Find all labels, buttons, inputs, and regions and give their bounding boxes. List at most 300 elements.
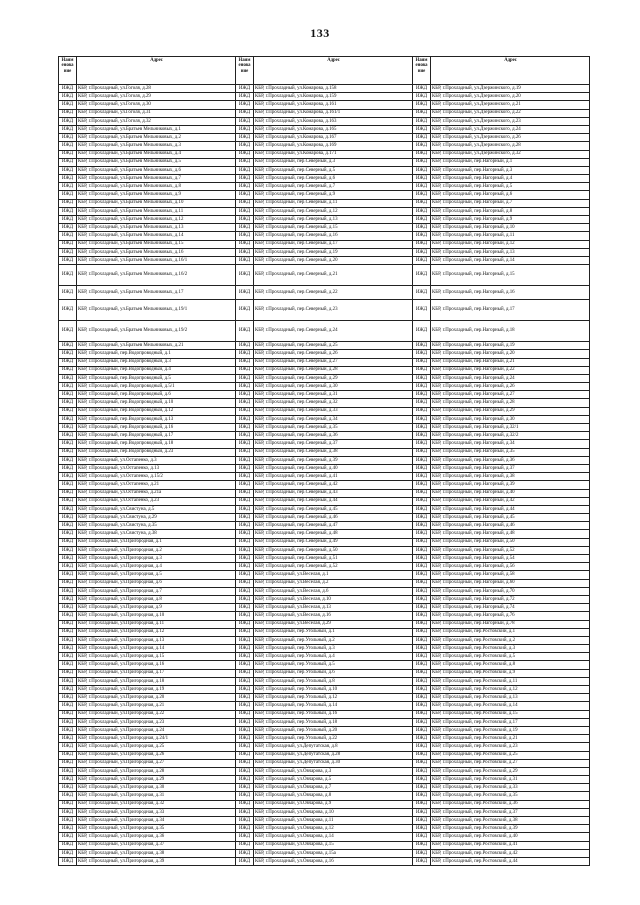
table-cell-type: ИЖД — [413, 481, 431, 489]
table-cell-type: ИЖД — [413, 776, 431, 784]
table-cell-type: ИЖД — [59, 833, 77, 841]
table-cell-type: ИЖД — [59, 216, 77, 224]
table-cell-type: ИЖД — [236, 407, 254, 415]
table-cell-address: КБР, г.Прохладный, пер.Угольный, д.10 — [254, 686, 413, 694]
table-cell-type: ИЖД — [59, 612, 77, 620]
table-cell-type: ИЖД — [59, 256, 77, 264]
table-cell-address: КБР, г.Прохладный, пер.Северный, д.41 — [254, 473, 413, 481]
table-cell-type: ИЖД — [236, 109, 254, 117]
table-cell-address: КБР, г.Прохладный, ул.Пригородная, д.21 — [77, 702, 236, 710]
table-cell-type: ИЖД — [59, 150, 77, 158]
table-cell-address: КБР, г.Прохладный, ул.Пригородная, д.14 — [77, 645, 236, 653]
table-cell-address: КБР, г.Прохладный, ул.Братьев Мельниковых, д.5 — [77, 158, 236, 166]
table-cell-type: ИЖД — [59, 407, 77, 415]
table-cell-address: КБР, г.Прохладный, пер.Северный, д.12 — [254, 207, 413, 215]
table-cell-address: КБР, г.Прохладный, пер.Ростовский, д.25 — [431, 751, 590, 759]
table-cell-address: КБР, г.Прохладный, ул.Остапенко, д.3 — [77, 456, 236, 464]
table-row — [59, 366, 590, 374]
table-cell-address: КБР, г.Прохладный, пер.Ростовский, д.37 — [431, 808, 590, 816]
table-cell-type: ИЖД — [413, 265, 431, 286]
table-cell-type: ИЖД — [236, 464, 254, 472]
table-cell-address: КБР, г.Прохладный, пер.Угольный, д.20 — [254, 726, 413, 734]
table-cell-type: ИЖД — [59, 514, 77, 522]
table-cell-type: ИЖД — [59, 669, 77, 677]
table-cell-address: КБР, г.Прохладный, пер.Нагорный, д.7 — [431, 199, 590, 207]
table-cell-address: КБР, г.Прохладный, пер.Угольный, д.8 — [254, 677, 413, 685]
table-cell-address: КБР, г.Прохладный, пер.Северный, д.46 — [254, 514, 413, 522]
table-cell-type: ИЖД — [413, 538, 431, 546]
table-cell-address: КБР, г.Прохладный, пер.Нагорный, д.48 — [431, 530, 590, 538]
table-cell-type: ИЖД — [59, 653, 77, 661]
table-cell-type: ИЖД — [59, 751, 77, 759]
table-cell-address: КБР, г.Прохладный, пер.Ростовский, д.14 — [431, 702, 590, 710]
table-cell-type: ИЖД — [413, 767, 431, 775]
table-cell-type: ИЖД — [413, 456, 431, 464]
table-cell-address: КБР, г.Прохладный, пер.Нагорный, д.58 — [431, 571, 590, 579]
table-cell-address: КБР, г.Прохладный, ул.Дзержинского, д.21 — [431, 101, 590, 109]
table-cell-type: ИЖД — [236, 849, 254, 857]
table-cell-address: КБР, г.Прохладный, ул.Пригородная, д.6 — [77, 579, 236, 587]
header-name: Наим енова ние — [236, 57, 254, 85]
table-cell-type: ИЖД — [413, 415, 431, 423]
table-cell-type: ИЖД — [236, 620, 254, 628]
table-row — [59, 759, 590, 767]
table-cell-address: КБР, г.Прохладный, пер.Ростовский, д.8 — [431, 661, 590, 669]
table-cell-type: ИЖД — [59, 166, 77, 174]
table-cell-address: КБР, г.Прохладный, ул.Гоголя, д.31 — [77, 109, 236, 117]
table-row — [59, 694, 590, 702]
table-cell-type: ИЖД — [59, 207, 77, 215]
table-row — [59, 216, 590, 224]
table-cell-address: КБР, г.Прохладный, пер.Северный, д.29 — [254, 374, 413, 382]
table-cell-type: ИЖД — [236, 604, 254, 612]
table-row — [59, 661, 590, 669]
table-cell-address: КБР, г.Прохладный, пер.Северный, д.44 — [254, 497, 413, 505]
table-cell-address: КБР, г.Прохладный, пер.Нагорный, д.5 — [431, 183, 590, 191]
table-cell-address: КБР, г.Прохладный, пер.Ростовский, д.39 — [431, 825, 590, 833]
table-cell-address: КБР, г.Прохладный, пер.Ростовский, д.21 — [431, 735, 590, 743]
table-cell-address: КБР, г.Прохладный, пер.Угольный, д.2 — [254, 636, 413, 644]
table-cell-address: КБР, г.Прохладный, ул.Гоголя, д.30 — [77, 101, 236, 109]
table-cell-address: КБР, г.Прохладный, пер.Нагорный, д.3 — [431, 166, 590, 174]
table-cell-type: ИЖД — [413, 735, 431, 743]
table-cell-address: КБР, г.Прохладный, пер.Ростовский, д.5 — [431, 653, 590, 661]
table-cell-type: ИЖД — [59, 571, 77, 579]
table-cell-type: ИЖД — [413, 710, 431, 718]
table-row — [59, 808, 590, 816]
table-cell-type: ИЖД — [236, 191, 254, 199]
table-row — [59, 669, 590, 677]
table-cell-type: ИЖД — [236, 399, 254, 407]
table-cell-type: ИЖД — [236, 857, 254, 865]
table-cell-address: КБР, г.Прохладный, пер.Нагорный, д.9 — [431, 216, 590, 224]
table-cell-address: КБР, г.Прохладный, пер.Северный, д.34 — [254, 415, 413, 423]
table-cell-type: ИЖД — [236, 767, 254, 775]
table-cell-type: ИЖД — [236, 342, 254, 350]
table-cell-type: ИЖД — [59, 661, 77, 669]
table-row — [59, 718, 590, 726]
table-cell-type: ИЖД — [413, 199, 431, 207]
table-row — [59, 448, 590, 456]
table-cell-address: КБР, г.Прохладный, ул.Пригородная, д.28 — [77, 767, 236, 775]
table-cell-type: ИЖД — [59, 464, 77, 472]
table-row — [59, 817, 590, 825]
table-cell-address: КБР, г.Прохладный, пер.Северный, д.17 — [254, 240, 413, 248]
table-cell-address: КБР, г.Прохладный, пер.Нагорный, д.56 — [431, 563, 590, 571]
table-cell-type: ИЖД — [413, 636, 431, 644]
table-row — [59, 555, 590, 563]
table-cell-address: КБР, г.Прохладный, ул.Братьев Мельниковых, д.9 — [77, 191, 236, 199]
table-row — [59, 342, 590, 350]
table-row — [59, 710, 590, 718]
table-cell-address: КБР, г.Прохладный, пер.Нагорный, д.13 — [431, 248, 590, 256]
table-cell-type: ИЖД — [236, 489, 254, 497]
table-row — [59, 85, 590, 93]
table-row — [59, 300, 590, 321]
table-cell-type: ИЖД — [413, 166, 431, 174]
table-cell-address: КБР, г.Прохладный, пер.Ростовский, д.44 — [431, 857, 590, 865]
table-cell-type: ИЖД — [59, 142, 77, 150]
table-cell-type: ИЖД — [413, 546, 431, 554]
table-cell-address: КБР, г.Прохладный, пер.Нагорный, д.38 — [431, 473, 590, 481]
table-cell-type: ИЖД — [413, 677, 431, 685]
header-name: Наим енова ние — [59, 57, 77, 85]
table-cell-address: КБР, г.Прохладный, ул.Овчарова, д.9 — [254, 800, 413, 808]
table-cell-type: ИЖД — [413, 473, 431, 481]
table-cell-type: ИЖД — [236, 383, 254, 391]
table-cell-address: КБР, г.Прохладный, ул.Дзержинского, д.22 — [431, 109, 590, 117]
table-cell-address: КБР, г.Прохладный, ул.Пригородная, д.13 — [77, 636, 236, 644]
table-row — [59, 833, 590, 841]
table-cell-address: КБР, г.Прохладный, ул.Овчарова, д.8 — [254, 792, 413, 800]
table-cell-type: ИЖД — [59, 481, 77, 489]
table-cell-type: ИЖД — [59, 424, 77, 432]
table-cell-type: ИЖД — [236, 175, 254, 183]
table-cell-address: КБР, г.Прохладный, пер.Северный, д.7 — [254, 183, 413, 191]
table-cell-type: ИЖД — [236, 358, 254, 366]
table-cell-address: КБР, г.Прохладный, пер.Ростовский, д.36 — [431, 800, 590, 808]
table-cell-address: КБР, г.Прохладный, пер.Нагорный, д.21 — [431, 358, 590, 366]
table-cell-address: КБР, г.Прохладный, пер.Нагорный, д.1 — [431, 158, 590, 166]
table-cell-type: ИЖД — [236, 538, 254, 546]
table-cell-address: КБР, г.Прохладный, пер.Нагорный, д.29 — [431, 407, 590, 415]
table-cell-type: ИЖД — [236, 350, 254, 358]
table-cell-address: КБР, г.Прохладный, пер.Северный, д.27 — [254, 358, 413, 366]
table-cell-address: КБР, г.Прохладный, ул.Братьев Мельниковых, д.16/2 — [77, 265, 236, 286]
table-cell-type: ИЖД — [59, 383, 77, 391]
table-cell-type: ИЖД — [413, 432, 431, 440]
table-row — [59, 440, 590, 448]
table-cell-type: ИЖД — [236, 514, 254, 522]
table-cell-type: ИЖД — [59, 579, 77, 587]
table-cell-address: КБР, г.Прохладный, пер.Водопроводный, д.5 — [77, 374, 236, 382]
table-cell-address: КБР, г.Прохладный, пер.Ростовский, д.29 — [431, 767, 590, 775]
table-cell-type: ИЖД — [413, 391, 431, 399]
table-row — [59, 391, 590, 399]
table-cell-address: КБР, г.Прохладный, пер.Угольный, д.6 — [254, 669, 413, 677]
table-cell-address: КБР, г.Прохладный, пер.Нагорный, д.78 — [431, 620, 590, 628]
table-cell-type: ИЖД — [236, 216, 254, 224]
table-cell-address: КБР, г.Прохладный, ул.Братьев Мельниковых, д.16/1 — [77, 256, 236, 264]
table-cell-type: ИЖД — [236, 735, 254, 743]
table-row — [59, 849, 590, 857]
table-cell-type: ИЖД — [413, 726, 431, 734]
table-cell-address: КБР, г.Прохладный, ул.Комарова, д.161/1 — [254, 109, 413, 117]
table-row — [59, 473, 590, 481]
table-cell-type: ИЖД — [59, 784, 77, 792]
table-cell-address: КБР, г.Прохладный, пер.Нагорный, д.28 — [431, 399, 590, 407]
table-row — [59, 505, 590, 513]
table-row — [59, 489, 590, 497]
table-cell-type: ИЖД — [413, 669, 431, 677]
table-cell-address: КБР, г.Прохладный, ул.Веселая, д.13 — [254, 604, 413, 612]
table-cell-address: КБР, г.Прохладный, пер.Водопроводный, д.17 — [77, 432, 236, 440]
table-row — [59, 743, 590, 751]
table-cell-address: КБР, г.Прохладный, пер.Северный, д.35 — [254, 424, 413, 432]
table-cell-address: КБР, г.Прохладный, пер.Северный, д.47 — [254, 522, 413, 530]
table-cell-type: ИЖД — [59, 473, 77, 481]
table-cell-address: КБР, г.Прохладный, ул.Веселая, д.6 — [254, 587, 413, 595]
table-cell-address: КБР, г.Прохладный, ул.Овчарова, д.15 — [254, 841, 413, 849]
table-cell-address: КБР, г.Прохладный, пер.Нагорный, д.4 — [431, 175, 590, 183]
table-cell-type: ИЖД — [236, 321, 254, 342]
table-cell-type: ИЖД — [413, 248, 431, 256]
table-row — [59, 579, 590, 587]
table-cell-address: КБР, г.Прохладный, ул.Дзержинского, д.26 — [431, 134, 590, 142]
table-cell-type: ИЖД — [236, 505, 254, 513]
table-cell-address: КБР, г.Прохладный, пер.Нагорный, д.44 — [431, 505, 590, 513]
table-cell-type: ИЖД — [413, 383, 431, 391]
table-cell-address: КБР, г.Прохладный, ул.Депутатская, д.28 — [254, 751, 413, 759]
table-cell-type: ИЖД — [413, 808, 431, 816]
table-row — [59, 628, 590, 636]
table-cell-address: КБР, г.Прохладный, пер.Нагорный, д.14 — [431, 256, 590, 264]
table-cell-address: КБР, г.Прохладный, пер.Ростовский, д.15 — [431, 710, 590, 718]
table-cell-address: КБР, г.Прохладный, пер.Северный, д.26 — [254, 350, 413, 358]
table-row — [59, 514, 590, 522]
table-cell-address: КБР, г.Прохладный, пер.Нагорный, д.17 — [431, 300, 590, 321]
table-row — [59, 224, 590, 232]
table-cell-address: КБР, г.Прохладный, ул.Овчарова, д.7 — [254, 784, 413, 792]
table-cell-address: КБР, г.Прохладный, ул.Пригородная, д.9 — [77, 604, 236, 612]
table-cell-type: ИЖД — [59, 743, 77, 751]
table-cell-type: ИЖД — [59, 158, 77, 166]
table-cell-address: КБР, г.Прохладный, ул.Комарова, д.161 — [254, 101, 413, 109]
table-cell-type: ИЖД — [236, 702, 254, 710]
table-cell-address: КБР, г.Прохладный, ул.Овчарова, д.3 — [254, 767, 413, 775]
table-cell-type: ИЖД — [236, 669, 254, 677]
table-cell-type: ИЖД — [413, 216, 431, 224]
table-cell-type: ИЖД — [59, 497, 77, 505]
table-cell-address: КБР, г.Прохладный, ул.Братьев Мельниковых, д.12 — [77, 216, 236, 224]
table-cell-address: КБР, г.Прохладный, пер.Нагорный, д.72 — [431, 595, 590, 603]
table-cell-address: КБР, г.Прохладный, пер.Водопроводный, д.1 — [77, 350, 236, 358]
table-cell-address: КБР, г.Прохладный, ул.Овчарова, д.16 — [254, 857, 413, 865]
table-cell-address: КБР, г.Прохладный, пер.Угольный, д.3 — [254, 645, 413, 653]
table-cell-address: КБР, г.Прохладный, пер.Нагорный, д.74 — [431, 604, 590, 612]
table-cell-address: КБР, г.Прохладный, пер.Нагорный, д.35 — [431, 448, 590, 456]
table-cell-address: КБР, г.Прохладный, пер.Северный, д.9 — [254, 191, 413, 199]
table-cell-type: ИЖД — [236, 248, 254, 256]
table-cell-type: ИЖД — [413, 366, 431, 374]
table-row — [59, 563, 590, 571]
table-cell-type: ИЖД — [236, 751, 254, 759]
table-cell-address: КБР, г.Прохладный, ул.Веселая, д.10 — [254, 595, 413, 603]
table-cell-address: КБР, г.Прохладный, ул.Свистуна, д.35 — [77, 522, 236, 530]
table-cell-address: КБР, г.Прохладный, пер.Нагорный, д.22 — [431, 366, 590, 374]
table-cell-address: КБР, г.Прохладный, пер.Водопроводный, д.12 — [77, 407, 236, 415]
table-cell-type: ИЖД — [236, 636, 254, 644]
table-cell-address: КБР, г.Прохладный, ул.Пригородная, д.26 — [77, 751, 236, 759]
table-cell-type: ИЖД — [59, 109, 77, 117]
table-cell-type: ИЖД — [59, 767, 77, 775]
table-cell-type: ИЖД — [413, 321, 431, 342]
table-cell-type: ИЖД — [413, 134, 431, 142]
table-row — [59, 240, 590, 248]
table-cell-address: КБР, г.Прохладный, пер.Угольный, д.22 — [254, 735, 413, 743]
table-cell-address: КБР, г.Прохладный, ул.Пригородная, д.22 — [77, 710, 236, 718]
table-row — [59, 702, 590, 710]
table-cell-address: КБР, г.Прохладный, пер.Нагорный, д.12 — [431, 240, 590, 248]
table-cell-type: ИЖД — [413, 571, 431, 579]
table-cell-type: ИЖД — [59, 694, 77, 702]
table-cell-address: КБР, г.Прохладный, ул.Братьев Мельниковых, д.6 — [77, 166, 236, 174]
table-cell-address: КБР, г.Прохладный, пер.Северный, д.37 — [254, 440, 413, 448]
table-row — [59, 183, 590, 191]
table-row — [59, 767, 590, 775]
table-cell-address: КБР, г.Прохладный, ул.Братьев Мельниковых, д.10 — [77, 199, 236, 207]
table-cell-type: ИЖД — [413, 612, 431, 620]
table-cell-address: КБР, г.Прохладный, ул.Свистуна, д.5 — [77, 505, 236, 513]
table-cell-address: КБР, г.Прохладный, пер.Ростовский, д.42 — [431, 849, 590, 857]
table-row — [59, 636, 590, 644]
table-cell-address: КБР, г.Прохладный, пер.Ростовский, д.13 — [431, 694, 590, 702]
table-cell-type: ИЖД — [413, 841, 431, 849]
table-row — [59, 286, 590, 300]
table-cell-type: ИЖД — [413, 342, 431, 350]
table-cell-type: ИЖД — [236, 841, 254, 849]
table-cell-address: КБР, г.Прохладный, ул.Депутатская, д.30 — [254, 759, 413, 767]
table-cell-type: ИЖД — [236, 645, 254, 653]
table-cell-address: КБР, г.Прохладный, пер.Нагорный, д.24 — [431, 374, 590, 382]
table-row — [59, 645, 590, 653]
table-cell-address: КБР, г.Прохладный, ул.Пригородная, д.16 — [77, 661, 236, 669]
table-cell-address: КБР, г.Прохладный, ул.Остапенко, д.21 — [77, 481, 236, 489]
table-cell-address: КБР, г.Прохладный, ул.Пригородная, д.19 — [77, 686, 236, 694]
table-cell-type: ИЖД — [236, 677, 254, 685]
table-cell-address: КБР, г.Прохладный, пер.Ростовский, д.33 — [431, 784, 590, 792]
table-cell-address: КБР, г.Прохладный, ул.Дзержинского, д.24 — [431, 125, 590, 133]
page-number: 133 — [310, 26, 330, 40]
table-cell-address: КБР, г.Прохладный, пер.Северный, д.43 — [254, 489, 413, 497]
table-cell-address: КБР, г.Прохладный, ул.Пригородная, д.30 — [77, 784, 236, 792]
table-cell-address: КБР, г.Прохладный, пер.Нагорный, д.60 — [431, 579, 590, 587]
table-cell-type: ИЖД — [59, 595, 77, 603]
table-cell-address: КБР, г.Прохладный, пер.Нагорный, д.54 — [431, 555, 590, 563]
table-cell-address: КБР, г.Прохладный, ул.Пригородная, д.33 — [77, 808, 236, 816]
table-row — [59, 101, 590, 109]
table-cell-type: ИЖД — [413, 191, 431, 199]
table-cell-address: КБР, г.Прохладный, пер.Северный, д.22 — [254, 286, 413, 300]
table-cell-type: ИЖД — [236, 134, 254, 142]
table-row — [59, 142, 590, 150]
table-cell-type: ИЖД — [413, 743, 431, 751]
table-cell-address: КБР, г.Прохладный, пер.Нагорный, д.32/2 — [431, 432, 590, 440]
table-cell-address: КБР, г.Прохладный, ул.Братьев Мельниковых, д.16 — [77, 248, 236, 256]
table-cell-address: КБР, г.Прохладный, пер.Ростовский, д.41 — [431, 841, 590, 849]
table-cell-address: КБР, г.Прохладный, ул.Пригородная, д.37 — [77, 841, 236, 849]
table-cell-type: ИЖД — [413, 142, 431, 150]
table-cell-address: КБР, г.Прохладный, пер.Нагорный, д.37 — [431, 464, 590, 472]
table-row — [59, 497, 590, 505]
table-cell-address: КБР, г.Прохладный, ул.Братьев Мельниковых, д.8 — [77, 183, 236, 191]
table-cell-address: КБР, г.Прохладный, пер.Ростовский, д.1 — [431, 628, 590, 636]
table-cell-type: ИЖД — [413, 489, 431, 497]
table-cell-address: КБР, г.Прохладный, ул.Дзержинского, д.19 — [431, 85, 590, 93]
table-cell-type: ИЖД — [59, 563, 77, 571]
table-cell-address: КБР, г.Прохладный, пер.Северный, д.42 — [254, 481, 413, 489]
table-row — [59, 686, 590, 694]
table-row — [59, 150, 590, 158]
table-cell-type: ИЖД — [413, 694, 431, 702]
table-cell-type: ИЖД — [413, 604, 431, 612]
table-cell-type: ИЖД — [59, 300, 77, 321]
table-cell-address: КБР, г.Прохладный, ул.Пригородная, д.18 — [77, 677, 236, 685]
table-cell-address: КБР, г.Прохладный, пер.Северный, д.20 — [254, 256, 413, 264]
table-cell-address: КБР, г.Прохладный, ул.Братьев Мельниковых, д.15 — [77, 240, 236, 248]
table-cell-address: КБР, г.Прохладный, ул.Веселая, д.1 — [254, 571, 413, 579]
table-cell-address: КБР, г.Прохладный, пер.Северный, д.24 — [254, 321, 413, 342]
table-cell-type: ИЖД — [59, 199, 77, 207]
table-row — [59, 751, 590, 759]
table-cell-address: КБР, г.Прохладный, ул.Братьев Мельниковых, д.11 — [77, 207, 236, 215]
table-cell-type: ИЖД — [236, 199, 254, 207]
table-cell-address: КБР, г.Прохладный, ул.Пригородная, д.29 — [77, 776, 236, 784]
table-cell-type: ИЖД — [236, 612, 254, 620]
table-cell-type: ИЖД — [59, 350, 77, 358]
table-cell-type: ИЖД — [413, 117, 431, 125]
table-cell-type: ИЖД — [59, 391, 77, 399]
table-row — [59, 595, 590, 603]
table-cell-type: ИЖД — [59, 183, 77, 191]
table-cell-type: ИЖД — [236, 424, 254, 432]
table-cell-type: ИЖД — [236, 117, 254, 125]
table-cell-address: КБР, г.Прохладный, пер.Нагорный, д.16 — [431, 286, 590, 300]
table-cell-address: КБР, г.Прохладный, пер.Ростовский, д.9 — [431, 669, 590, 677]
table-cell-address: КБР, г.Прохладный, пер.Ростовский, д.3 — [431, 645, 590, 653]
table-cell-address: КБР, г.Прохладный, ул.Братьев Мельниковых, д.7 — [77, 175, 236, 183]
table-cell-type: ИЖД — [59, 125, 77, 133]
table-cell-address: КБР, г.Прохладный, пер.Водопроводный, д.10 — [77, 399, 236, 407]
table-cell-address: КБР, г.Прохладный, пер.Ростовский, д.27 — [431, 759, 590, 767]
table-row — [59, 432, 590, 440]
table-cell-type: ИЖД — [413, 530, 431, 538]
table-cell-address: КБР, г.Прохладный, ул.Остапенко, д.21а — [77, 489, 236, 497]
table-cell-type: ИЖД — [413, 399, 431, 407]
table-cell-type: ИЖД — [413, 817, 431, 825]
table-cell-type: ИЖД — [236, 817, 254, 825]
table-cell-type: ИЖД — [236, 653, 254, 661]
table-cell-type: ИЖД — [413, 661, 431, 669]
table-cell-type: ИЖД — [413, 514, 431, 522]
table-cell-address: КБР, г.Прохладный, пер.Нагорный, д.18 — [431, 321, 590, 342]
table-cell-type: ИЖД — [413, 256, 431, 264]
table-row — [59, 800, 590, 808]
table-cell-type: ИЖД — [59, 776, 77, 784]
table-cell-address: КБР, г.Прохладный, пер.Нагорный, д.76 — [431, 612, 590, 620]
table-row — [59, 415, 590, 423]
table-cell-type: ИЖД — [59, 358, 77, 366]
